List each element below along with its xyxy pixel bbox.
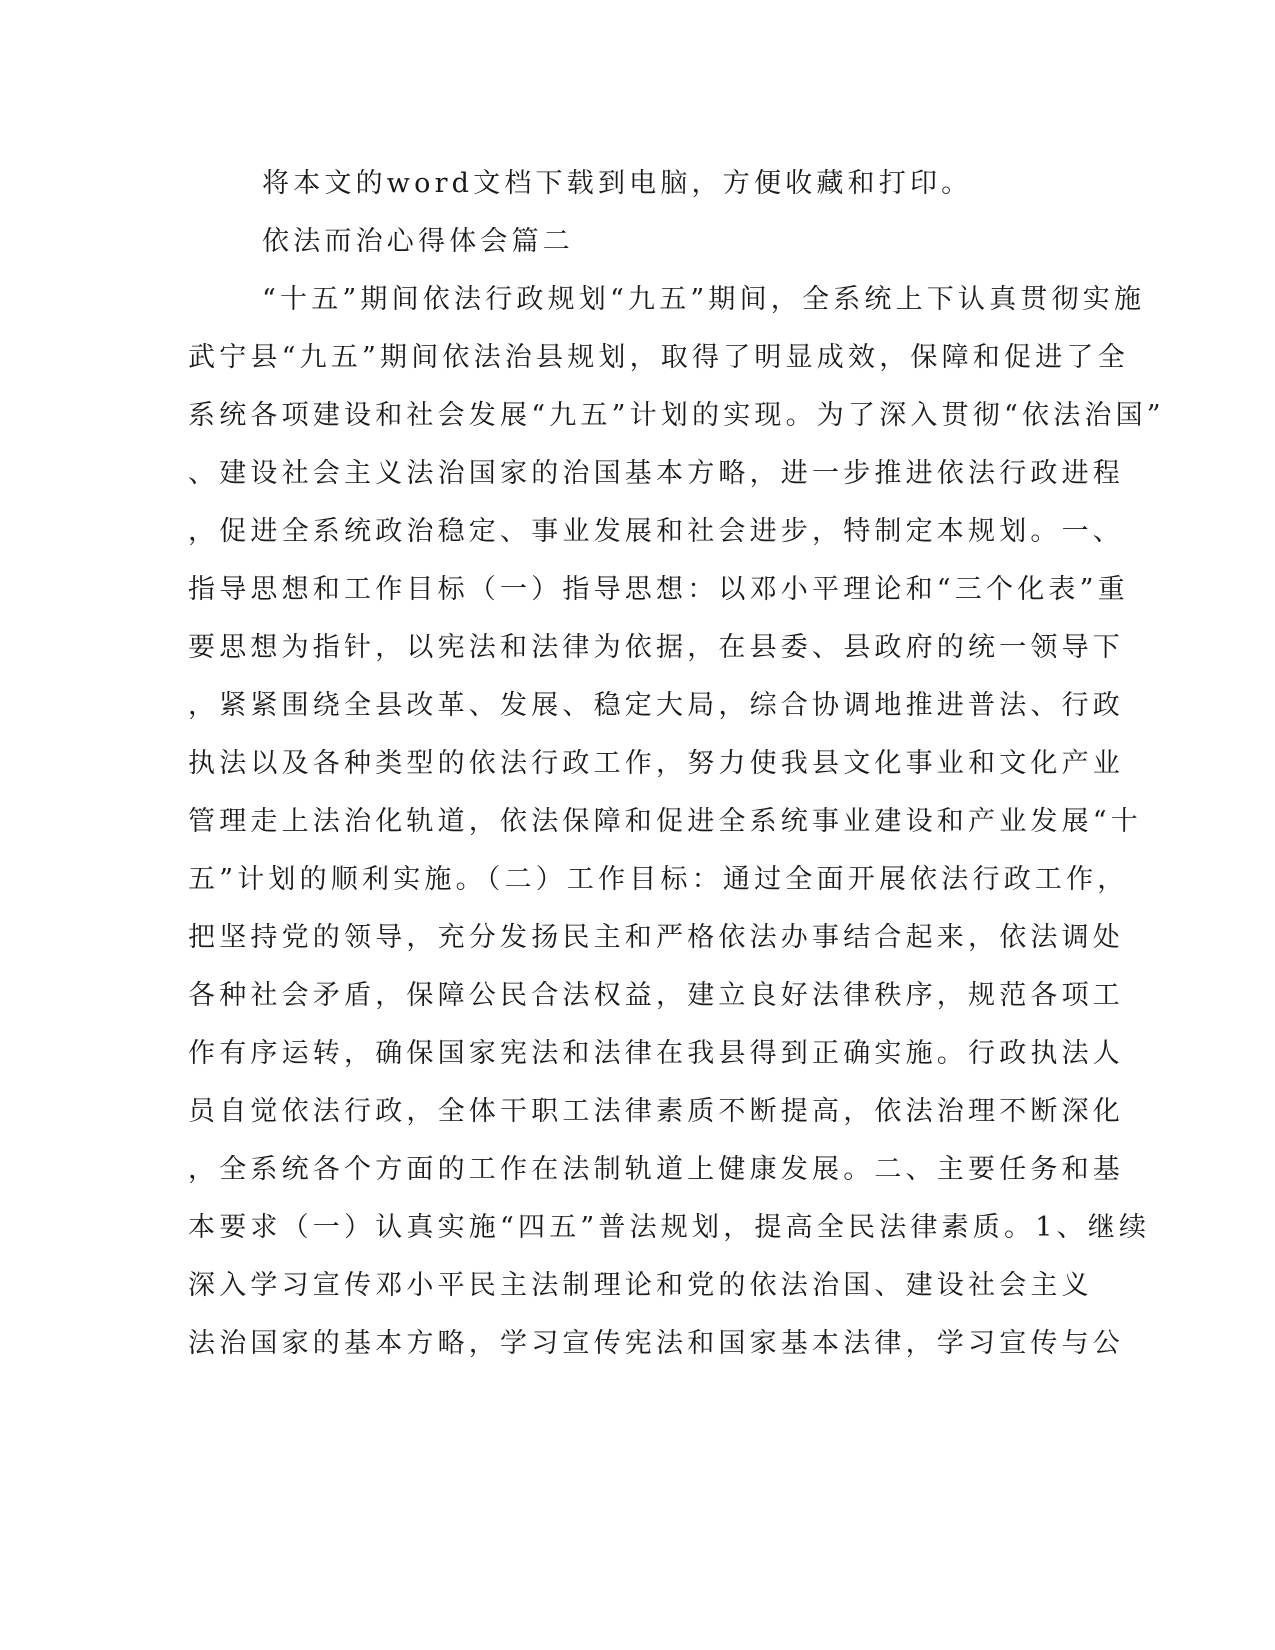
body-line: 指导思想和工作目标（一）指导思想：以邓小平理论和“三个化表”重 bbox=[188, 574, 1129, 605]
body-line: ，全系统各个方面的工作在法制轨道上健康发展。二、主要任务和基 bbox=[188, 1154, 1124, 1185]
body-line: “十五”期间依法行政规划“九五”期间，全系统上下认真贯彻实施 bbox=[262, 284, 1146, 315]
body-line: 作有序运转，确保国家宪法和法律在我县得到正确实施。行政执法人 bbox=[188, 1038, 1124, 1069]
body-line: 、建设社会主义法治国家的治国基本方略，进一步推进依法行政进程 bbox=[188, 458, 1124, 489]
body-line: 各种社会矛盾，保障公民合法权益，建立良好法律秩序，规范各项工 bbox=[188, 980, 1124, 1011]
body-line: 执法以及各种类型的依法行政工作，努力使我县文化事业和文化产业 bbox=[188, 748, 1124, 779]
section-title: 依法而治心得体会篇二 bbox=[262, 226, 574, 257]
body-line: 法治国家的基本方略，学习宣传宪法和国家基本法律，学习宣传与公 bbox=[188, 1328, 1124, 1359]
body-line: 武宁县“九五”期间依法治县规划，取得了明显成效，保障和促进了全 bbox=[188, 342, 1129, 373]
body-line: ，促进全系统政治稳定、事业发展和社会进步，特制定本规划。一、 bbox=[188, 516, 1124, 547]
body-line: 员自觉依法行政，全体干职工法律素质不断提高，依法治理不断深化 bbox=[188, 1096, 1124, 1127]
body-line: 把坚持党的领导，充分发扬民主和严格依法办事结合起来，依法调处 bbox=[188, 922, 1124, 953]
body-line: 管理走上法治化轨道，依法保障和促进全系统事业建设和产业发展“十 bbox=[188, 806, 1143, 837]
body-line: 五”计划的顺利实施。（二）工作目标：通过全面开展依法行政工作， bbox=[188, 864, 1129, 895]
body-line: 要思想为指针，以宪法和法律为依据，在县委、县政府的统一领导下 bbox=[188, 632, 1124, 663]
intro-line: 将本文的word文档下载到电脑，方便收藏和打印。 bbox=[262, 168, 973, 199]
body-line: 深入学习宣传邓小平民主法制理论和党的依法治国、建设社会主义 bbox=[188, 1270, 1093, 1301]
body-line: 系统各项建设和社会发展“九五”计划的实现。为了深入贯彻“依法治国” bbox=[188, 400, 1165, 431]
body-line: 本要求（一）认真实施“四五”普法规划，提高全民法律素质。1、继续 bbox=[188, 1212, 1151, 1243]
body-line: ，紧紧围绕全县改革、发展、稳定大局，综合协调地推进普法、行政 bbox=[188, 690, 1124, 721]
